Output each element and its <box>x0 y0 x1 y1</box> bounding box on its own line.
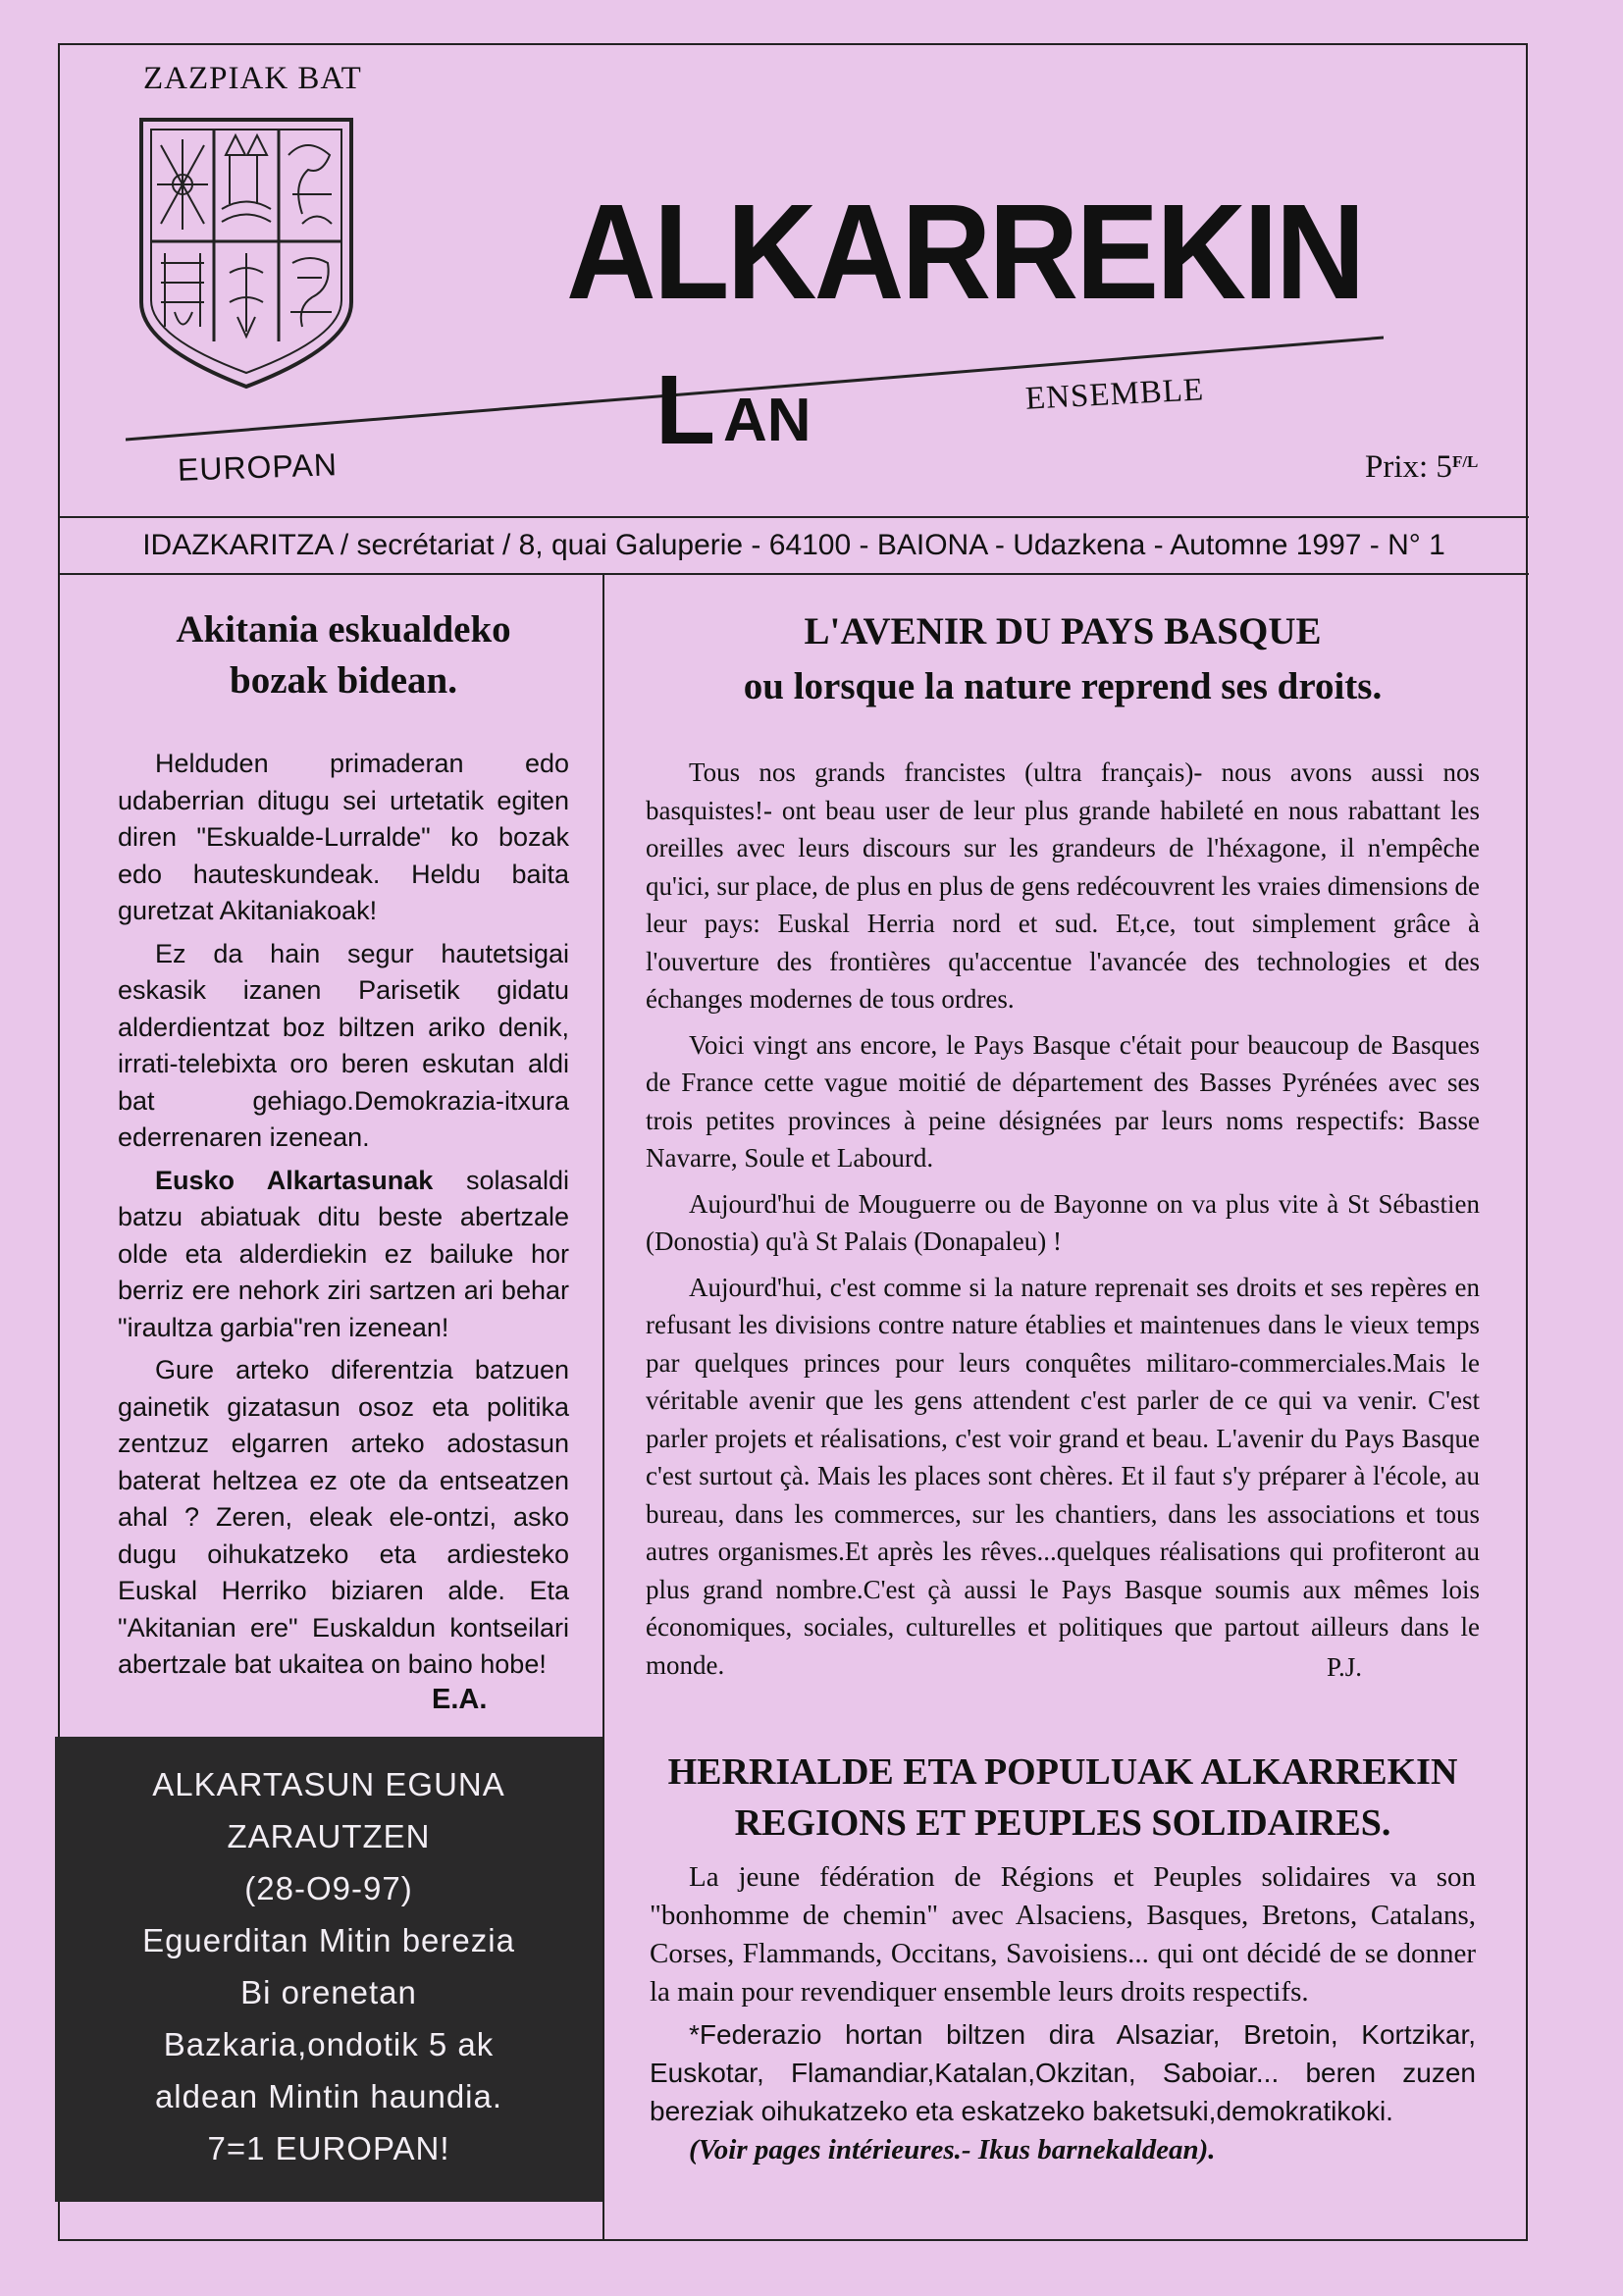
paragraph: Voici vingt ans encore, le Pays Basque c'était pour beaucoup de Basques de France cette vague moitié de département des Basses Pyrénées avec ses trois petites provinces à peine désignées par leurs noms respectifs: Basse Navarre, Soule et Labourd. <box>646 1029 1480 1173</box>
signature: P.J. <box>1327 1652 1363 1682</box>
event-box: ALKARTASUN EGUNA ZARAUTZEN (28-O9-97) Eguerditan Mitin berezia Bi orenetan Bazkaria,ondotik 5 ak aldean Mintin haundia. 7=1 EUROPAN! <box>55 1737 602 2202</box>
paragraph: *Federazio hortan biltzen dira Alsaziar, Bretoin, Kortzikar, Euskotar, Flamandiar,Katalan,Okzitan, Saboiar... beren zuzen bereziak oihukatzeko eta eskatzeko baketsuki,demokratikoki. <box>650 2019 1476 2126</box>
paragraph: Helduden primaderan edo udaberrian ditugu sei urtetatik egiten diren "Eskualde-Lurralde" ko bozak edo hauteskundeak. Heldu baita guretzat Akitaniakoak! <box>118 749 569 925</box>
lan-initial: L <box>655 355 716 465</box>
column-divider <box>602 573 604 2241</box>
main-article-subtitle: ou lorsque la nature reprend ses droits. <box>743 665 1383 707</box>
ensemble-label: ENSEMBLE <box>1024 372 1205 417</box>
left-article-title: Akitania eskualdeko bozak bidean. <box>176 608 511 702</box>
paragraph: Aujourd'hui, c'est comme si la nature reprenait ses droits et ses repères en refusant les divisions contre nature établies et maintenues dans le vieux temps par quelques princes pour leurs conquêtes militaro-commerciales.Mais le véritable avenir que les gens attendent c'est parler de ce qui va venir. C'est parler projets et réalisations, c'est voir grand et beau. L'avenir du Pays Basque c'est surtout çà. Mais les places sont chères. Et il faut s'y préparer à l'école, au bureau, dans les commerces, sur les chantiers, dans les associations et tous autres organismes.Et après les rêves...quelques réalisations qui profiteront au plus grand nombre.C'est çà aussi le Pays Basque soumis aux mêmes lois économiques, sociales, culturelles et politiques que partout ailleurs dans le monde. <box>646 1272 1480 1680</box>
left-article <box>118 604 569 1690</box>
paragraph: Ez da hain segur hautetsigai eskasik izanen Parisetik gidatu alderdientzat boz biltzen ariko denik, irrati-telebixta oro beren eskutan aldi bat gehiago.Demokrazia-itxura ederrenaren izenean. <box>118 938 569 1152</box>
newspaper-title: ALKARREKIN <box>566 177 1363 328</box>
paragraph: La jeune fédération de Régions et Peuples solidaires va son "bonhomme de chemin" avec Alsaciens, Basques, Bretons, Catalans, Corses, Flammands, Occitans, Savoisiens... qui ont décidé de se donner la main pour revendiquer ensemble leurs droits respectifs. <box>650 1861 1476 2008</box>
second-article-subtitle: REGIONS ET PEUPLES SOLIDAIRES. <box>734 1802 1391 1844</box>
main-article <box>626 604 1499 1692</box>
divider <box>59 573 1529 575</box>
lan-rest: AN <box>723 387 812 454</box>
second-article-body <box>626 1858 1499 2011</box>
divider <box>59 516 1529 518</box>
second-article <box>626 1747 1499 2169</box>
second-article-title: HERRIALDE ETA POPULUAK ALKARREKIN <box>667 1751 1458 1793</box>
price: Prix: $5^{F/L}$ <box>1365 449 1479 485</box>
motto: ZAZPIAK BAT <box>143 61 362 96</box>
main-article-title: L'AVENIR DU PAYS BASQUE <box>804 610 1322 652</box>
second-article-basque <box>626 2015 1499 2130</box>
see-inside-note: (Voir pages intérieures.- Ikus barnekaldean). <box>689 2134 1216 2166</box>
address-line: IDAZKARITZA / secrétariat / 8, quai Galuperie - 64100 - BAIONA - Udazkena - Automne 1997 - N° 1 <box>142 529 1445 561</box>
europan-label: EUROPAN <box>177 446 339 488</box>
main-article-body <box>626 754 1499 1684</box>
paragraph: Aujourd'hui de Mouguerre ou de Bayonne on va plus vite à St Sébastien (Donostia) qu'à St Palais (Donapaleu) ! <box>646 1188 1480 1256</box>
paragraph: Tous nos grands francistes (ultra français)- nous avons aussi nos basquistes!- ont beau user de leur plus grande habileté en nous rabattant les oreilles avec leurs discours sur les grandeurs de l'héxagone, il n'empêche qu'ici, sur place, de plus en plus de gens redécouvrent les vraies dimensions de leur pays: Euskal Herria nord et sud. Et,ce, tout simplement grâce à l'ouverture des frontières qu'accentue l'avancée des technologies et des échanges modernes de tous ordres. <box>646 757 1480 1014</box>
paragraph: Eusko Alkartasunak solasaldi batzu abiatuak ditu beste abertzale olde eta alderdiekin ez bailuke hor berriz ere nehork ziri sartzen ari behar "iraultza garbia"ren izenean! <box>118 1165 570 1342</box>
paragraph: Gure arteko diferentzia batzuen gainetik gizatasun osoz eta politika zentzuz elgarren arteko adostasun baterat heltzea ez ote da entseatzen ahal ? Zeren, eleak ele-ontzi, asko dugu oihukatzeko eta ardiesteko Euskal Herriko biziaren alde. Eta "Akitanian ere" Euskaldun kontseilari abertzale bat ukaitea on baino hobe! <box>118 1355 569 1679</box>
signature: E.A. <box>432 1684 488 1715</box>
left-article-body <box>118 746 569 1684</box>
